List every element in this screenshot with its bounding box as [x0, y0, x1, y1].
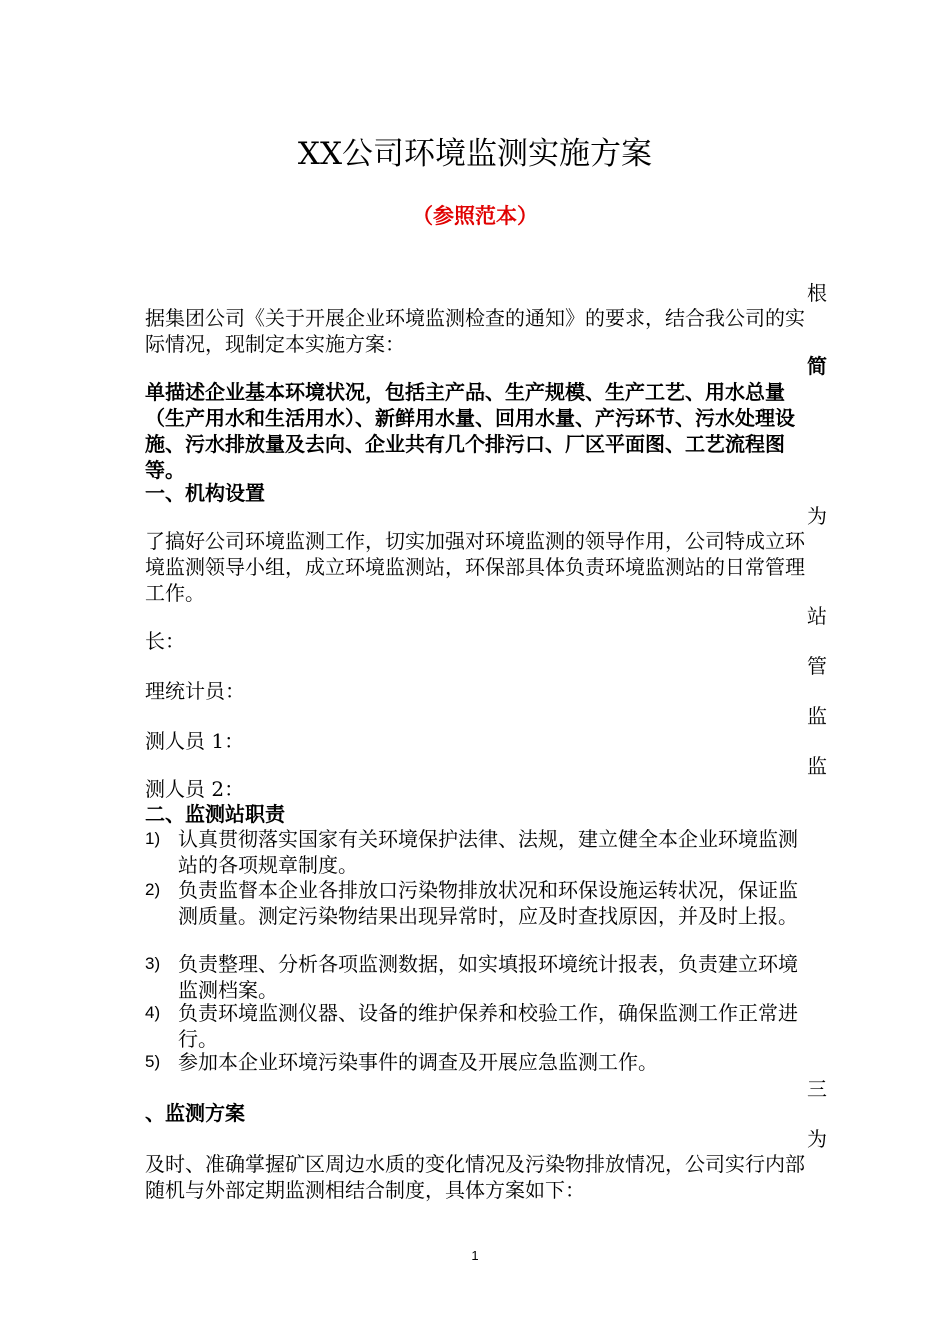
role-lead-char: 管 — [807, 654, 827, 678]
list-item-number: 5) — [145, 1052, 161, 1071]
section2-heading: 二、监测站职责 — [145, 802, 285, 826]
role-station-chief: 长： — [145, 629, 185, 653]
role-lead-char: 监 — [807, 754, 827, 778]
list-item-number: 1) — [145, 829, 161, 848]
list-item: 负责监督本企业各排放口污染物排放状况和环保设施运转状况，保证监测质量。测定污染物结果出现异常时，应及时查找原因，并及时上报。 — [178, 878, 798, 928]
list-item-number: 4) — [145, 1003, 161, 1022]
intro-paragraph: 据集团公司《关于开展企业环境监测检查的通知》的要求，结合我公司的实际情况，现制定本实施方案： — [145, 306, 805, 356]
list-item: 负责整理、分析各项监测数据，如实填报环境统计报表，负责建立环境监测档案。 — [178, 952, 798, 1002]
intro-lead-char: 根 — [807, 281, 827, 305]
document-subtitle: （参照范本） — [412, 204, 538, 228]
role-lead-char: 监 — [807, 704, 827, 728]
summary-paragraph: 单描述企业基本环境状况，包括主产品、生产规模、生产工艺、用水总量（生产用水和生活用水）、新鲜用水量、回用水量、产污环节、污水处理设施、污水排放量及去向、企业共有几个排污口、厂区平面图、工艺流程图等。 — [145, 380, 795, 482]
page-number: 1 — [471, 1248, 479, 1263]
list-item: 认真贯彻落实国家有关环境保护法律、法规，建立健全本企业环境监测站的各项规章制度。 — [178, 827, 798, 877]
list-item: 负责环境监测仪器、设备的维护保养和校验工作，确保监测工作正常进行。 — [178, 1001, 798, 1051]
summary-lead-char: 简 — [807, 354, 827, 378]
section3-lead-char: 三 — [807, 1077, 827, 1101]
section1-heading: 一、机构设置 — [145, 481, 265, 505]
section1-paragraph: 了搞好公司环境监测工作，切实加强对环境监测的领导作用，公司特成立环境监测领导小组，成立环境监测站，环保部具体负责环境监测站的日常管理工作。 — [145, 529, 805, 605]
role-monitor-1: 测人员 1： — [145, 729, 245, 753]
section3-heading: 、监测方案 — [145, 1101, 245, 1125]
document-title: XX公司环境监测实施方案 — [297, 136, 653, 172]
list-item-number: 3) — [145, 954, 161, 973]
role-monitor-2: 测人员 2： — [145, 777, 245, 801]
list-item-number: 2) — [145, 880, 161, 899]
role-lead-char: 站 — [807, 604, 827, 628]
section1-lead-char: 为 — [807, 504, 827, 528]
role-statistician: 理统计员： — [145, 679, 245, 703]
section3-paragraph: 及时、准确掌握矿区周边水质的变化情况及污染物排放情况，公司实行内部随机与外部定期监测相结合制度，具体方案如下： — [145, 1152, 805, 1202]
list-item: 参加本企业环境污染事件的调查及开展应急监测工作。 — [178, 1050, 658, 1074]
section3-para-lead-char: 为 — [807, 1127, 827, 1151]
